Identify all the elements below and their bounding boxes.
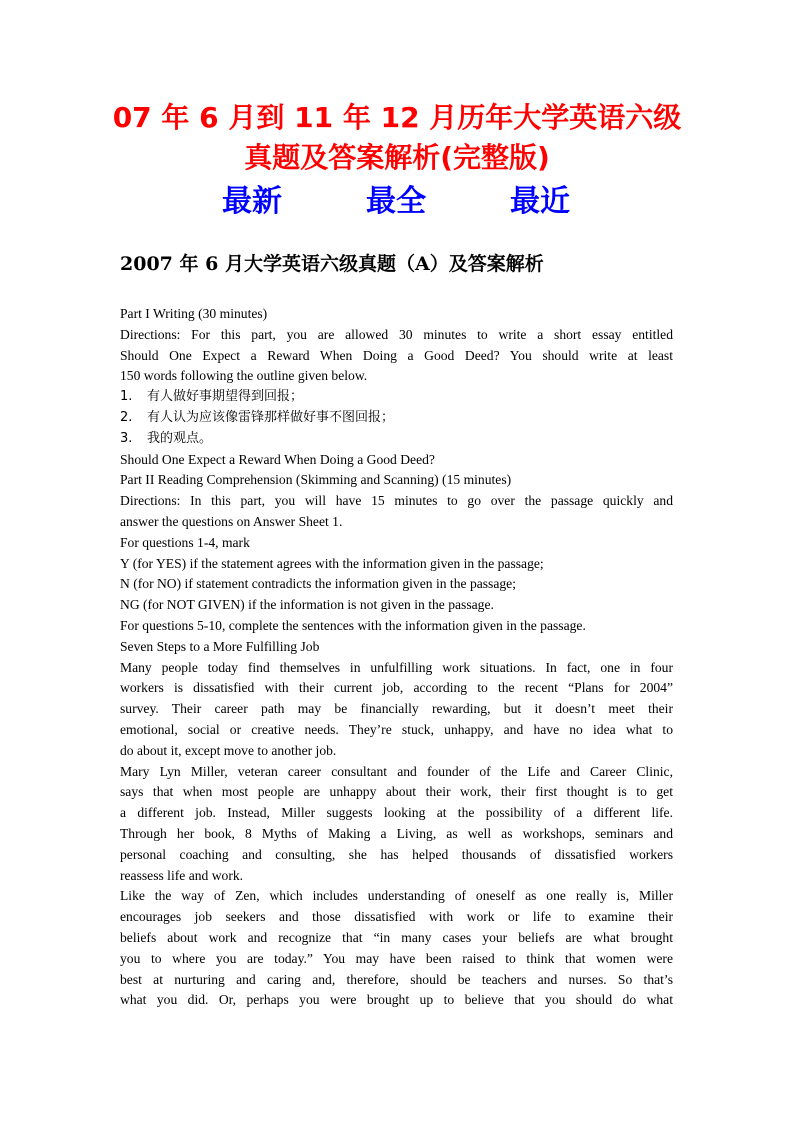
tag-most-recent: 最近 <box>510 184 570 219</box>
text-line: best at nurturing and caring and, therefore, should be teachers and nurses. So that’s <box>120 971 673 987</box>
text-line: workers is dissatisfied with their current job, according to the recent “Plans for 2004” <box>120 680 673 696</box>
text-line: emotional, social or creative needs. They’re stuck, unhappy, and have no idea what to <box>120 721 673 737</box>
item-text: 有人认为应该像雷锋那样做好事不图回报； <box>147 409 395 425</box>
text-line: 150 words following the outline given below. <box>120 368 368 384</box>
text-line: For questions 5-10, complete the sentences with the information given in the passage. <box>120 617 586 633</box>
item-text: 有人做好事期望得到回报； <box>147 389 304 405</box>
text-line: answer the questions on Answer Sheet 1. <box>120 513 343 529</box>
text-line: Many people today find themselves in unfulfilling work situations. In fact, one in four <box>120 659 673 675</box>
text-line: Directions: For this part, you are allowed 30 minutes to write a short essay entitled <box>120 326 673 342</box>
text-line: Like the way of Zen, which includes understanding of oneself as one really is, Miller <box>120 888 673 904</box>
tag-most-complete: 最全 <box>366 184 426 219</box>
text-line: encourages job seekers and those dissatisfied with work or life to examine their <box>120 909 673 925</box>
text-line: Through her book, 8 Myths of Making a Living, as well as workshops, seminars and <box>120 825 673 841</box>
numbered-outline-item <box>120 387 673 408</box>
item-text: 我的观点。 <box>147 430 213 446</box>
item-number: 3. <box>120 430 133 446</box>
text-line: survey. Their career path may be financially rewarding, but it doesn’t meet their <box>120 701 673 717</box>
tag-row <box>0 180 794 224</box>
text-line: says that when most people are unhappy about their work, their first thought is to get <box>120 784 673 800</box>
text-line: Directions: In this part, you will have 15 minutes to go over the passage quickly and <box>120 493 673 509</box>
numbered-outline-item <box>120 408 673 429</box>
text-line: what you did. Or, perhaps you were brought up to believe that you should do what <box>120 992 673 1008</box>
text-line: Should One Expect a Reward When Doing a Good Deed? <box>120 451 435 467</box>
text-line: Should One Expect a Reward When Doing a Good Deed? You should write at least <box>120 347 673 363</box>
text-line: Part I Writing (30 minutes) <box>120 306 268 321</box>
text-line: you to where you are today.” You may have been raised to think that women were <box>120 950 673 966</box>
text-line: a different job. Instead, Miller suggests looking at the possibility of a different life. <box>120 805 673 821</box>
text-line: N (for NO) if statement contradicts the information given in the passage; <box>120 576 516 592</box>
text-line: Seven Steps to a More Fulfilling Job <box>120 638 320 654</box>
text-line: NG (for NOT GIVEN) if the information is not given in the passage. <box>120 597 494 613</box>
item-number: 1. <box>120 389 133 405</box>
text-line: beliefs about work and recognize that “in many cases your beliefs are what brought <box>120 929 673 945</box>
text-line: Mary Lyn Miller, veteran career consultant and founder of the Life and Career Clinic, <box>120 763 673 779</box>
document-body <box>120 304 673 1011</box>
main-title-line1: 07 年 6 月到 11 年 12 月历年大学英语六级 <box>112 101 682 134</box>
text-line: Y (for YES) if the statement agrees with the information given in the passage; <box>120 555 544 571</box>
item-number: 2. <box>120 409 133 425</box>
tag-newest: 最新 <box>222 184 282 219</box>
text-line: For questions 1-4, mark <box>120 534 250 550</box>
text-line: personal coaching and consulting, she has helped thousands of dissatisfied workers <box>120 846 673 862</box>
main-title-line2: 真题及答案解析(完整版) <box>244 141 550 174</box>
section-title: 2007 年 6 月大学英语六级真题（A）及答案解析 <box>120 253 544 275</box>
numbered-outline-item <box>120 429 673 450</box>
text-line: reassess life and work. <box>120 867 244 883</box>
text-line: do about it, except move to another job. <box>120 742 337 758</box>
text-line: Part II Reading Comprehension (Skimming and Scanning) (15 minutes) <box>120 472 512 488</box>
